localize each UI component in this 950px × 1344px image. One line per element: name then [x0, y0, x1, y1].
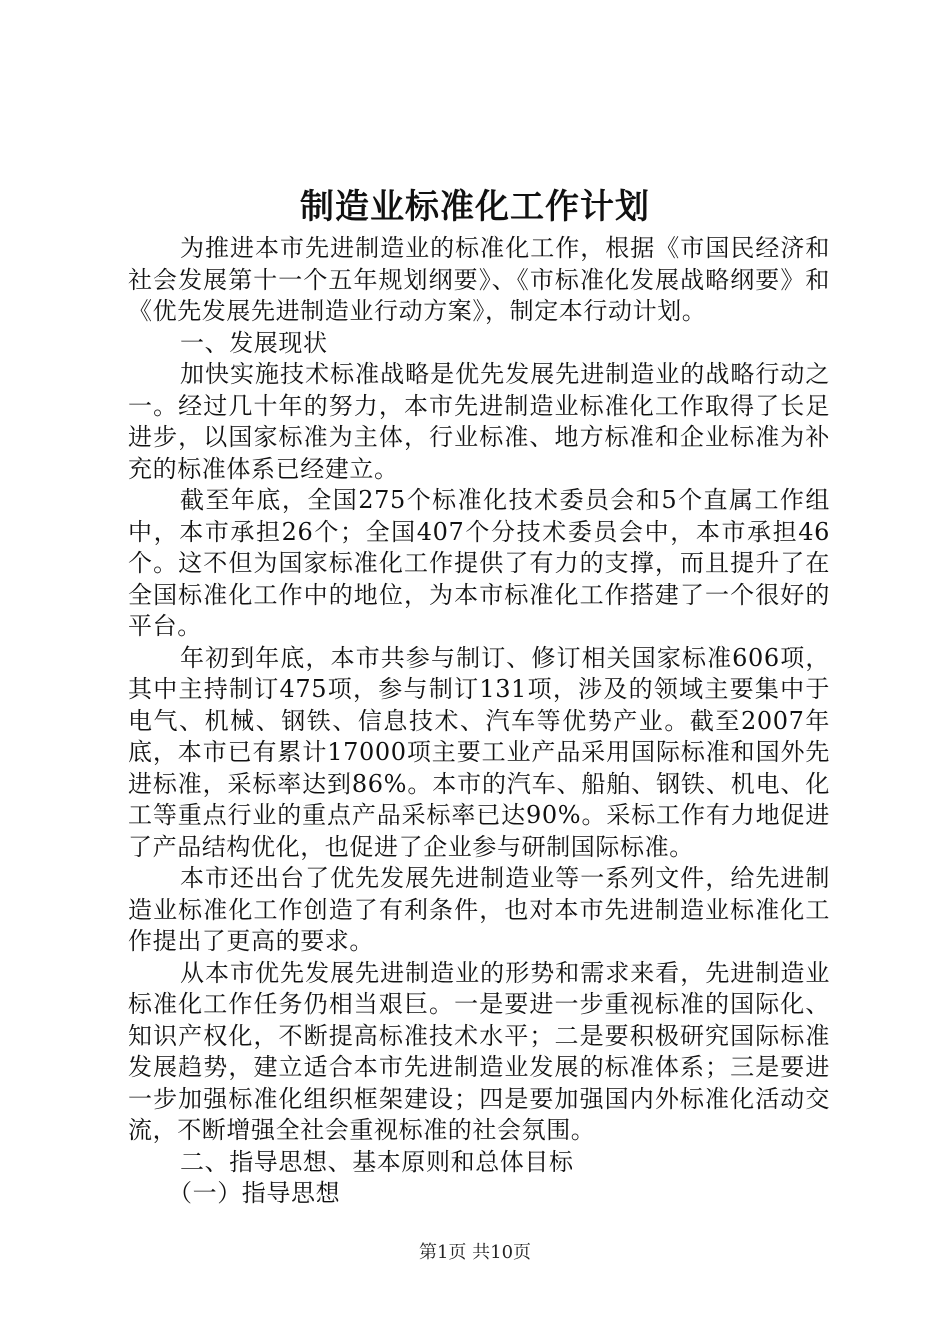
intro-paragraph: 为推进本市先进制造业的标准化工作，根据《市国民经济和社会发展第十一个五年规划纲要》、《市标准化发展战略纲要》和《优先发展先进制造业行动方案》，制定本行动计划。 — [128, 234, 830, 325]
subsection-heading: （一）指导思想 — [168, 1179, 341, 1207]
page-number-footer: 第1页 共10页 — [418, 1242, 532, 1263]
document-title: 制造业标准化工作计划 — [300, 187, 650, 227]
section-heading-1: 一、发展现状 — [180, 328, 328, 357]
section-heading-2: 二、指导思想、基本原则和总体目标 — [180, 1147, 574, 1176]
body-paragraph: 截至年底，全国275个标准化技术委员会和5个直属工作组中，本市承担26个；全国407个分技术委员会中，本市承担46个。这不但为国家标准化工作提供了有力的支撑，而且提升了在全国标准化工作中的地位，为本市标准化工作搭建了一个很好的平台。 — [128, 486, 830, 640]
body-paragraph: 加快实施技术标准战略是优先发展先进制造业的战略行动之一。经过几十年的努力，本市先进制造业标准化工作取得了长足进步，以国家标准为主体，行业标准、地方标准和企业标准为补充的标准体系已经建立。 — [128, 360, 830, 483]
body-paragraph: 年初到年底，本市共参与制订、修订相关国家标准606项，其中主持制订475项，参与制订131项，涉及的领域主要集中于电气、机械、钢铁、信息技术、汽车等优势产业。截至2007年底，本市已有累计17000项主要工业产品采用国际标准和国外先进标准，采标率达到86%。本市的汽车、船舶、钢铁、机电、化工等重点行业的重点产品采标率已达90%。采标工作有力地促进了产品结构优化，也促进了企业参与研制国际标准。 — [128, 643, 830, 861]
body-paragraph: 从本市优先发展先进制造业的形势和需求来看，先进制造业标准化工作任务仍相当艰巨。一是要进一步重视标准的国际化、知识产权化，不断提高标准技术水平；二是要积极研究国际标准发展趋势，建立适合本市先进制造业发展的标准体系；三是要进一步加强标准化组织框架建设；四是要加强国内外标准化活动交流，不断增强全社会重视标准的社会氛围。 — [128, 958, 830, 1144]
document-body — [128, 233, 830, 1210]
body-paragraph: 本市还出台了优先发展先进制造业等一系列文件，给先进制造业标准化工作创造了有利条件，也对本市先进制造业标准化工作提出了更高的要求。 — [128, 864, 830, 955]
